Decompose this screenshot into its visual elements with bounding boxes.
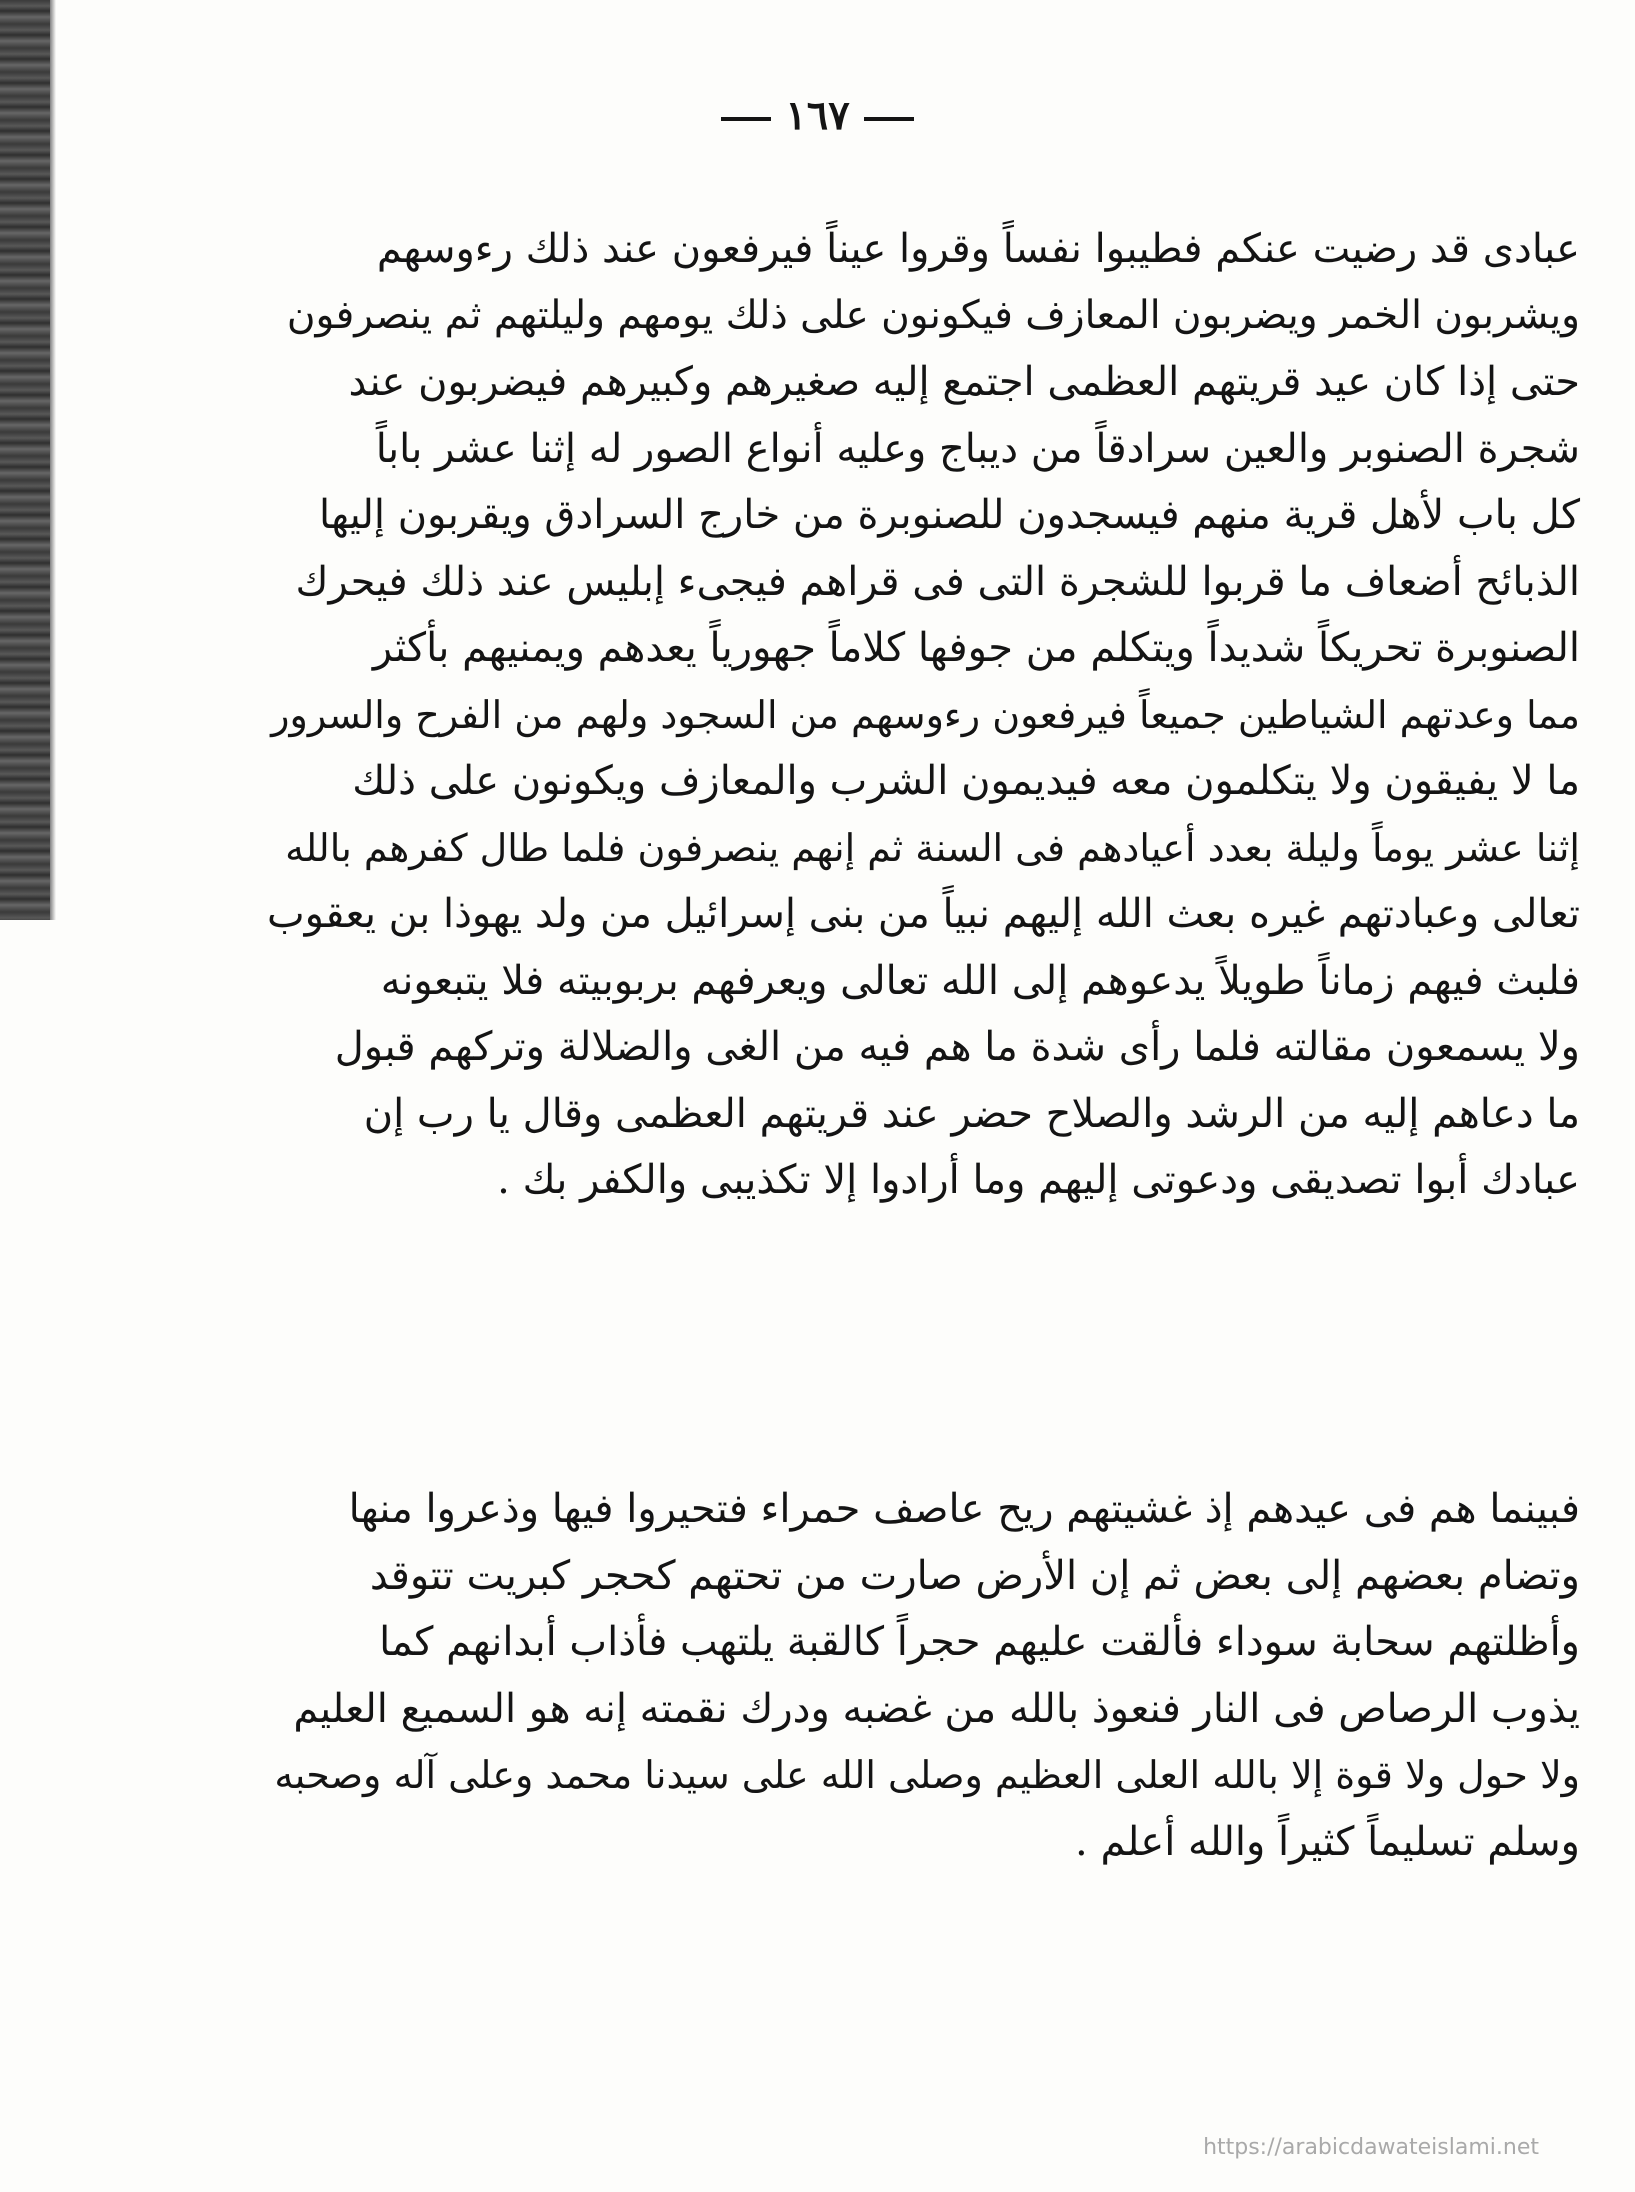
text-line: الذبائح أضعاف ما قربوا للشجرة التى فى قراهم فيجىء إبليس عند ذلك فيحرك	[295, 558, 1580, 605]
text-line: يذوب الرصاص فى النار فنعوذ بالله من غضبه ودرك نقمته إنه هو السميع العليم	[293, 1685, 1580, 1732]
text-line: وسلم تسليماً كثيراً والله أعلم .	[1075, 1818, 1580, 1865]
text-line: كل باب لأهل قرية منهم فيسجدون للصنوبرة من خارج السرادق ويقربون إليها	[319, 492, 1580, 538]
text-line: ما دعاهم إليه من الرشد والصلاح حضر عند قريتهم العظمى وقال يا رب إن	[363, 1090, 1580, 1137]
text-line: وتضام بعضهم إلى بعض ثم إن الأرض صارت من تحتهم كحجر كبريت تتوقد	[369, 1552, 1580, 1599]
paragraph-2	[260, 1476, 1580, 1875]
left-dash	[721, 117, 771, 121]
text-line: ولا حول ولا قوة إلا بالله العلى العظيم وصلى الله على سيدنا محمد وعلى آله وصحبه	[274, 1753, 1580, 1797]
text-line: وأظلتهم سحابة سوداء فألقت عليهم حجراً كالقبة يلتهب فأذاب أبدانهم كما	[379, 1619, 1580, 1665]
right-dash	[864, 117, 914, 121]
text-line: تعالى وعبادتهم غيره بعث الله إليهم نبياً من بنى إسرائيل من ولد يهوذا بن يعقوب	[266, 891, 1580, 937]
text-line: ولا يسمعون مقالته فلما رأى شدة ما هم فيه من الغى والضلالة وتركهم قبول	[334, 1024, 1580, 1070]
page-number: ١٦٧	[785, 92, 850, 139]
paragraph-1	[260, 216, 1580, 1214]
text-line: فبينما هم فى عيدهم إذ غشيتهم ريح عاصف حمراء فتحيروا فيها وذعروا منها	[348, 1486, 1580, 1532]
text-line: حتى إذا كان عيد قريتهم العظمى اجتمع إليه صغيرهم وكبيرهم فيضربون عند	[348, 359, 1580, 405]
text-line: عبادك أبوا تصديقى ودعوتى إليهم وما أرادوا إلا تكذيبى والكفر بك .	[497, 1157, 1580, 1203]
text-line: مما وعدتهم الشياطين جميعاً فيرفعون رءوسهم من السجود ولهم من الفرح والسرور	[271, 692, 1580, 737]
text-line: شجرة الصنوبر والعين سرادقاً من ديباج وعليه أنواع الصور له إثنا عشر باباً	[375, 425, 1580, 472]
page-number-header	[0, 92, 1635, 139]
source-watermark: https://arabicdawateislami.net	[1203, 2135, 1539, 2160]
text-line: فلبث فيهم زماناً طويلاً يدعوهم إلى الله تعالى ويعرفهم بربوبيته فلا يتبعونه	[380, 957, 1580, 1004]
text-line: الصنوبرة تحريكاً شديداً ويتكلم من جوفها كلاماً جهورياً يعدهم ويمنيهم بأكثر	[372, 625, 1580, 671]
text-line: عبادى قد رضيت عنكم فطيبوا نفساً وقروا عيناً فيرفعون عند ذلك رءوسهم	[376, 226, 1580, 272]
text-line: ما لا يفيقون ولا يتكلمون معه فيديمون الشرب والمعازف ويكونون على ذلك	[352, 758, 1580, 804]
text-line: إثنا عشر يوماً وليلة بعدد أعيادهم فى السنة ثم إنهم ينصرفون فلما طال كفرهم بالله	[285, 825, 1580, 870]
text-line: ويشربون الخمر ويضربون المعازف فيكونون على ذلك يومهم وليلتهم ثم ينصرفون	[286, 292, 1580, 338]
